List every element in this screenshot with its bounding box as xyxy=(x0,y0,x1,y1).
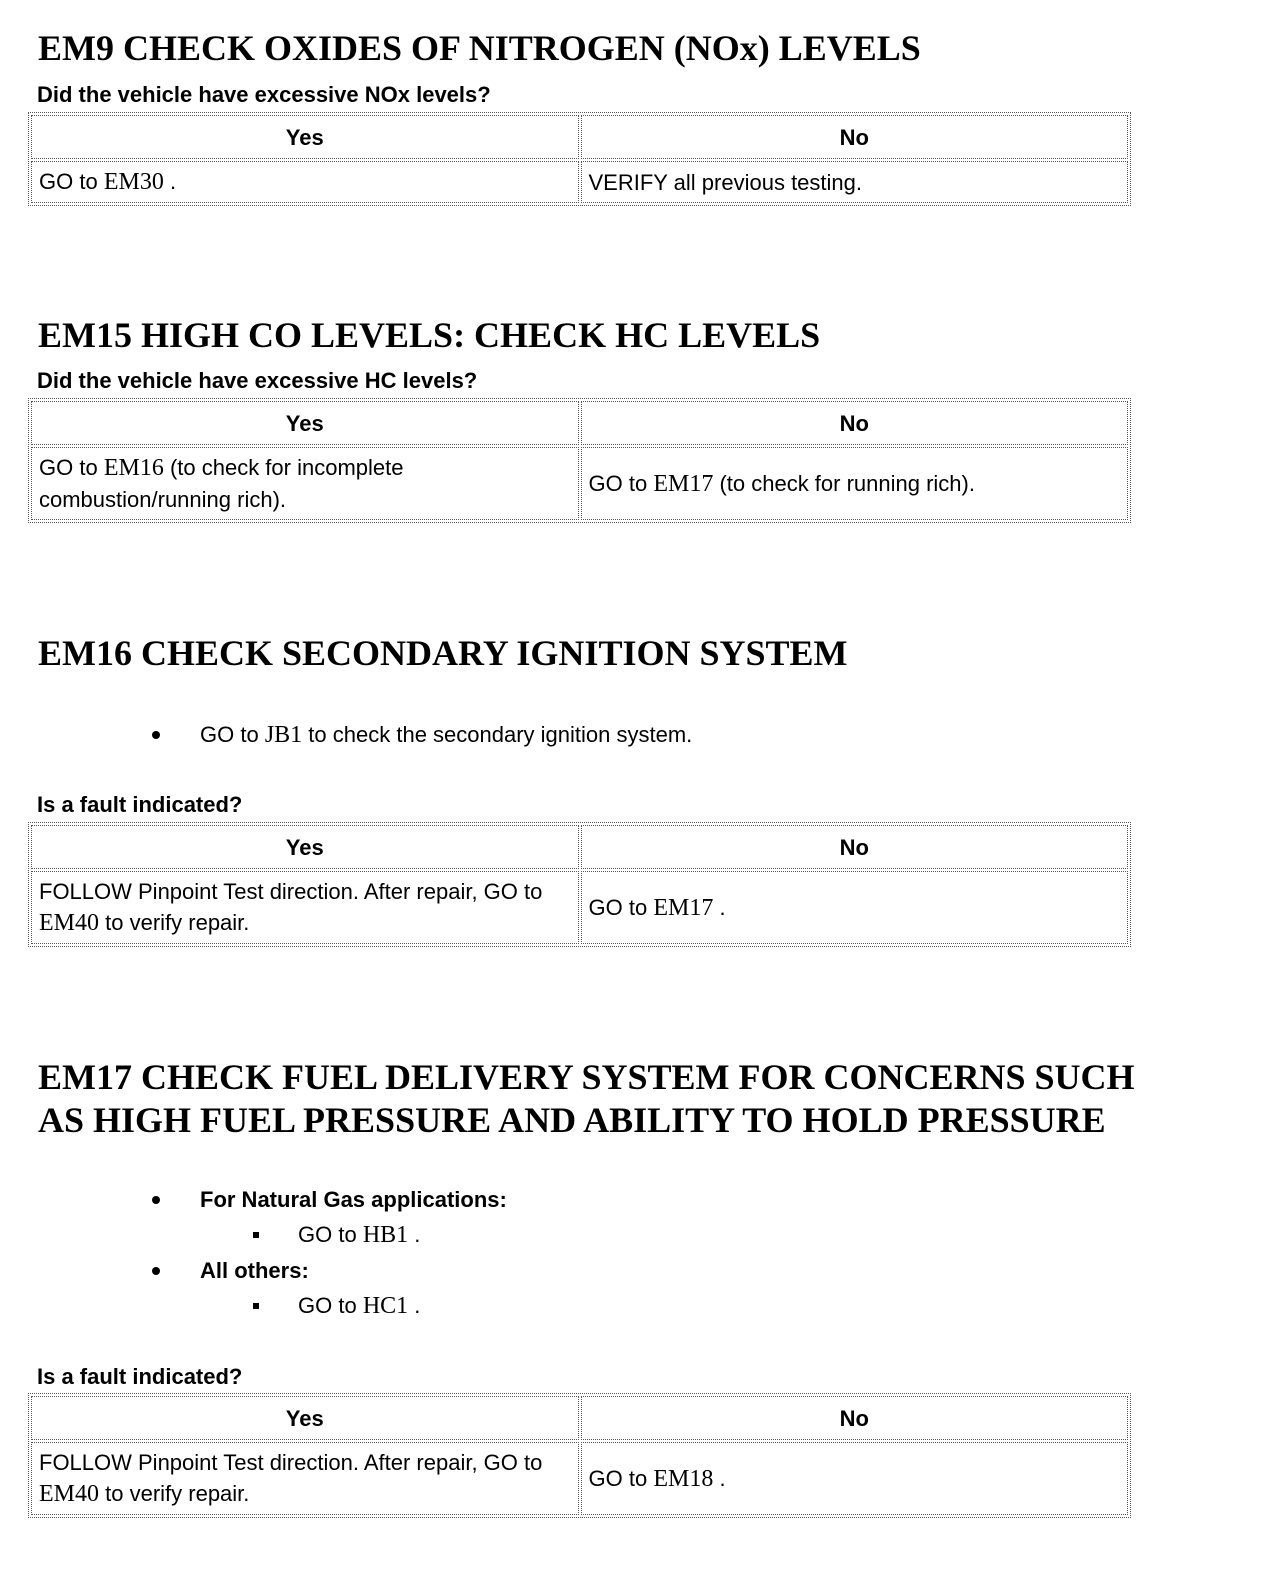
bullet-list xyxy=(0,717,692,753)
yes-header: Yes xyxy=(31,115,579,159)
ref-link-em17[interactable]: EM17 xyxy=(653,894,714,921)
list-item xyxy=(0,1182,507,1217)
table-row xyxy=(31,1442,1128,1515)
square-bullet-icon xyxy=(253,1232,259,1238)
section-question: Is a fault indicated? xyxy=(37,792,243,817)
yes-cell xyxy=(31,161,579,203)
yes-no-table xyxy=(28,1393,1131,1518)
yes-cell xyxy=(31,447,579,520)
yes-header: Yes xyxy=(31,1396,579,1440)
ref-link-em40[interactable]: EM40 xyxy=(39,1481,99,1507)
yes-no-table xyxy=(28,822,1131,947)
no-text-post: . xyxy=(719,894,726,920)
bullet-text-post: to check the secondary ignition system. xyxy=(308,722,693,747)
heading-line-2: AS HIGH FUEL PRESSURE AND ABILITY TO HOLD PRESSURE xyxy=(38,1100,1106,1140)
yes-text-pre: GO to xyxy=(39,455,98,480)
sub-text-pre: GO to xyxy=(298,1293,357,1318)
yes-no-table xyxy=(28,112,1131,206)
bullet-label: All others: xyxy=(200,1258,309,1283)
section-heading: EM16 CHECK SECONDARY IGNITION SYSTEM xyxy=(38,633,848,673)
sub-text-pre: GO to xyxy=(298,1222,357,1247)
no-header: No xyxy=(581,825,1129,869)
ref-link-hb1[interactable]: HB1 xyxy=(362,1222,409,1248)
yes-text-pre: GO to xyxy=(39,169,98,194)
no-cell xyxy=(581,1442,1129,1515)
yes-text-post: to verify repair. xyxy=(105,910,250,935)
section-heading: EM9 CHECK OXIDES OF NITROGEN (NOx) LEVELS xyxy=(38,28,921,68)
section-question: Did the vehicle have excessive NOx levels? xyxy=(37,82,491,107)
table-header-row xyxy=(31,115,1128,159)
no-text-pre: GO to xyxy=(588,1465,648,1491)
square-bullet-icon xyxy=(253,1303,259,1309)
ref-link-hc1[interactable]: HC1 xyxy=(362,1293,409,1319)
section-heading: EM15 HIGH CO LEVELS: CHECK HC LEVELS xyxy=(38,315,821,355)
ref-link-jb1[interactable]: JB1 xyxy=(264,722,303,748)
table-header-row xyxy=(31,825,1128,869)
yes-header: Yes xyxy=(31,401,579,445)
list-item xyxy=(0,1253,507,1288)
no-header: No xyxy=(581,1396,1129,1440)
yes-cell xyxy=(31,871,579,944)
sub-text-post: . xyxy=(414,1293,421,1318)
table-header-row xyxy=(31,401,1128,445)
table-row xyxy=(31,161,1128,203)
no-text-pre: GO to xyxy=(588,470,648,496)
no-cell xyxy=(581,447,1129,520)
section-question: Did the vehicle have excessive HC levels? xyxy=(37,368,478,393)
bullet-icon xyxy=(152,1267,160,1275)
sub-text-post: . xyxy=(414,1222,421,1247)
no-text-post: . xyxy=(719,1465,726,1491)
yes-cell xyxy=(31,1442,579,1515)
table-header-row xyxy=(31,1396,1128,1440)
ref-link-em30[interactable]: EM30 xyxy=(103,169,164,195)
no-text-pre: VERIFY all previous testing. xyxy=(588,169,862,195)
no-text-post: (to check for running rich). xyxy=(719,470,975,496)
section-heading xyxy=(38,1056,1135,1142)
no-cell xyxy=(581,161,1129,203)
table-row xyxy=(31,447,1128,520)
ref-link-em17[interactable]: EM17 xyxy=(653,470,714,497)
yes-text-post: (to check for incomplete combustion/running rich). xyxy=(39,455,404,512)
bullet-label: For Natural Gas applications: xyxy=(200,1187,507,1212)
no-header: No xyxy=(581,115,1129,159)
yes-text-post: to verify repair. xyxy=(105,1481,250,1506)
list-item xyxy=(0,717,692,753)
sub-list-item xyxy=(0,1217,507,1253)
yes-text-pre: FOLLOW Pinpoint Test direction. After repair, GO to xyxy=(39,879,543,904)
table-row xyxy=(31,871,1128,944)
ref-link-em16[interactable]: EM16 xyxy=(103,455,164,481)
yes-header: Yes xyxy=(31,825,579,869)
ref-link-em40[interactable]: EM40 xyxy=(39,910,99,936)
yes-no-table xyxy=(28,398,1131,523)
no-text-pre: GO to xyxy=(588,894,648,920)
no-cell xyxy=(581,871,1129,944)
section-question: Is a fault indicated? xyxy=(37,1364,243,1389)
no-header: No xyxy=(581,401,1129,445)
ref-link-em18[interactable]: EM18 xyxy=(653,1465,714,1492)
bullet-list xyxy=(0,1182,507,1324)
bullet-icon xyxy=(152,1196,160,1204)
bullet-text-pre: GO to xyxy=(200,722,259,747)
yes-text-post: . xyxy=(169,169,177,194)
sub-list-item xyxy=(0,1288,507,1324)
yes-text-pre: FOLLOW Pinpoint Test direction. After repair, GO to xyxy=(39,1450,543,1475)
bullet-icon xyxy=(152,731,160,739)
heading-line-1: EM17 CHECK FUEL DELIVERY SYSTEM FOR CONCERNS SUCH xyxy=(38,1057,1135,1097)
